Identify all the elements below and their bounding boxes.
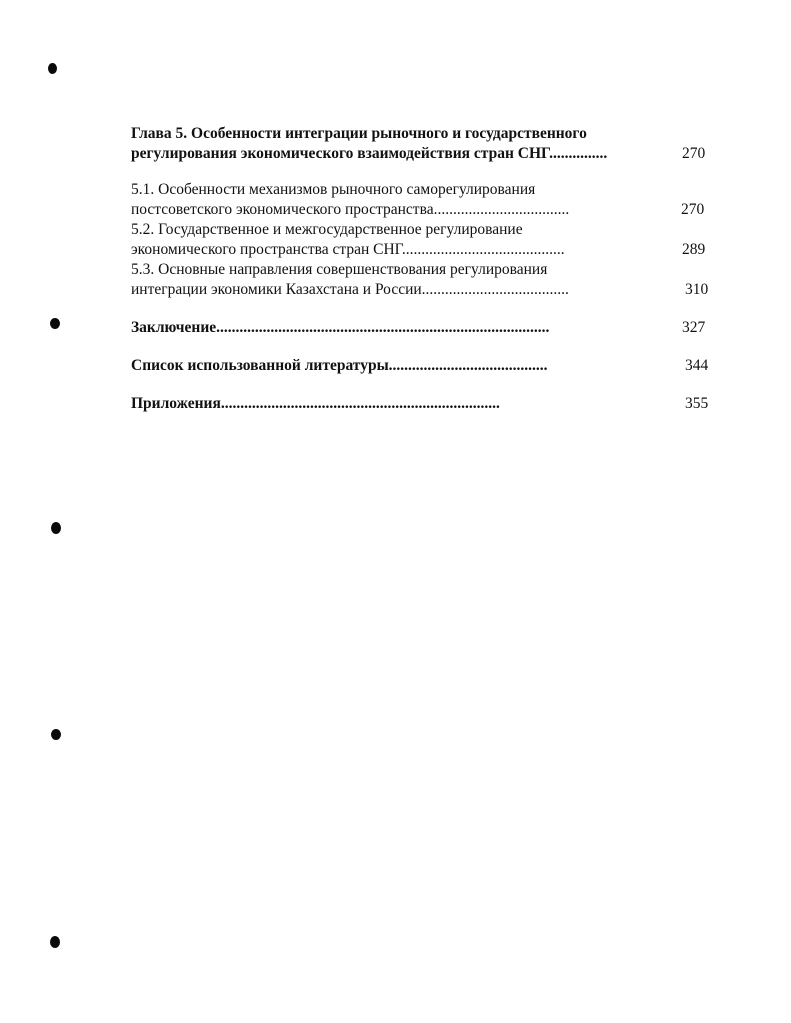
punch-hole-1	[48, 63, 57, 74]
toc-references-page: 344	[685, 357, 709, 374]
table-of-contents	[131, 124, 713, 414]
toc-section-5-3-page: 310	[685, 281, 709, 298]
punch-hole-5	[50, 936, 60, 948]
toc-chapter-page: 270	[682, 145, 706, 162]
punch-hole-3	[51, 522, 61, 534]
toc-conclusion: Заключение...................................................................................... 327	[131, 319, 706, 336]
punch-hole-4	[51, 729, 61, 740]
toc-section-5-2-page: 289	[682, 241, 706, 258]
toc-appendices-page: 355	[685, 395, 709, 412]
toc-section-5-1-page: 270	[681, 201, 705, 218]
punch-hole-2	[50, 318, 60, 329]
toc-section-5-2-line2: экономического пространства стран СНГ.......................................... 289	[131, 241, 706, 258]
toc-conclusion-page: 327	[682, 319, 706, 336]
toc-section-5-2-line1: 5.2. Государственное и межгосударственное регулирование	[131, 221, 523, 238]
toc-chapter-title-line1: Глава 5. Особенности интеграции рыночного и государственного	[131, 125, 587, 142]
toc-chapter-title-line2: регулирования экономического взаимодействия стран СНГ............... 270	[131, 145, 706, 162]
toc-section-5-3-line2: интеграции экономики Казахстана и России...................................... 310	[131, 281, 709, 298]
toc-section-5-3-line1: 5.3. Основные направления совершенствования регулирования	[131, 261, 548, 278]
toc-appendices: Приложения........................................................................ 355	[131, 395, 709, 412]
toc-section-5-1-line2: постсоветского экономического пространства................................... 270	[131, 201, 705, 218]
toc-section-5-1-line1: 5.1. Особенности механизмов рыночного саморегулирования	[131, 181, 536, 198]
toc-references: Список использованной литературы......................................... 344	[131, 357, 709, 374]
